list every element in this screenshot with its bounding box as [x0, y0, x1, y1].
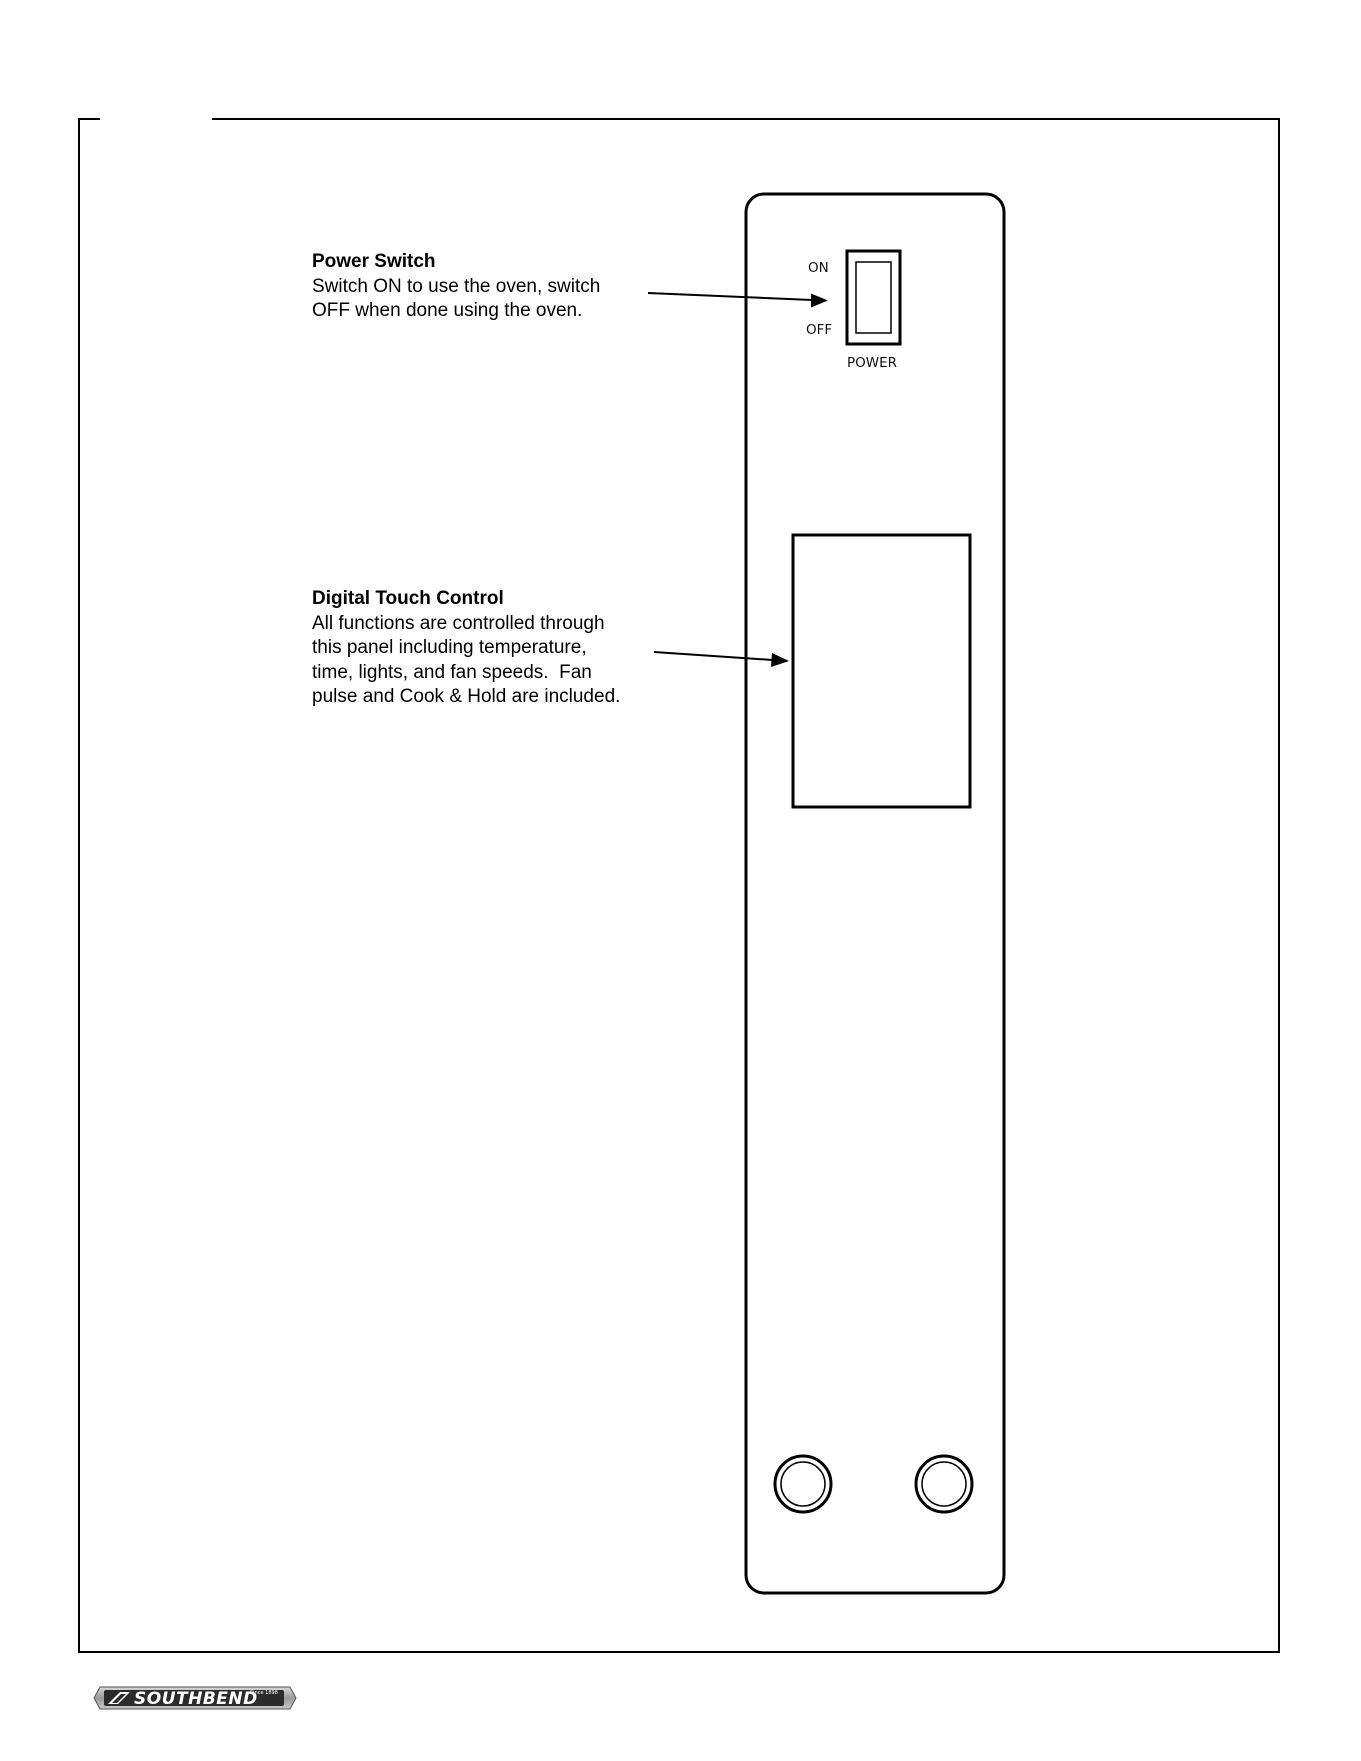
touch-control-callout-line: All functions are controlled through — [312, 612, 605, 634]
power-switch-callout-line: OFF when done using the oven. — [312, 300, 583, 321]
logo-wordmark: SOUTHBEND — [134, 1689, 258, 1709]
touch-control-callout-line: this panel including temperature, — [312, 637, 587, 658]
touch-control-callout-line: time, lights, and fan speeds. Fan — [312, 661, 592, 683]
control-panel-outline — [746, 194, 1004, 1593]
southbend-logo — [90, 1685, 300, 1711]
left-round-port — [775, 1456, 831, 1512]
power-switch-rocker — [856, 262, 891, 333]
switch-off-label: OFF — [806, 322, 833, 338]
page-frame — [79, 119, 1279, 1652]
power-switch-callout — [312, 250, 600, 324]
logo-tagline: Since 1898 — [250, 1690, 278, 1696]
switch-name-label: POWER — [847, 355, 898, 371]
touch-control-callout — [312, 587, 620, 710]
touch-control-callout-title: Digital Touch Control — [312, 588, 504, 609]
power-switch-callout-title: Power Switch — [312, 251, 436, 272]
touch-control-callout-line: pulse and Cook & Hold are included. — [312, 686, 621, 707]
switch-on-label: ON — [808, 260, 829, 276]
right-round-port — [916, 1456, 972, 1512]
digital-touch-control-screen[interactable] — [793, 535, 970, 807]
power-switch-callout-line: Switch ON to use the oven, switch — [312, 275, 601, 297]
